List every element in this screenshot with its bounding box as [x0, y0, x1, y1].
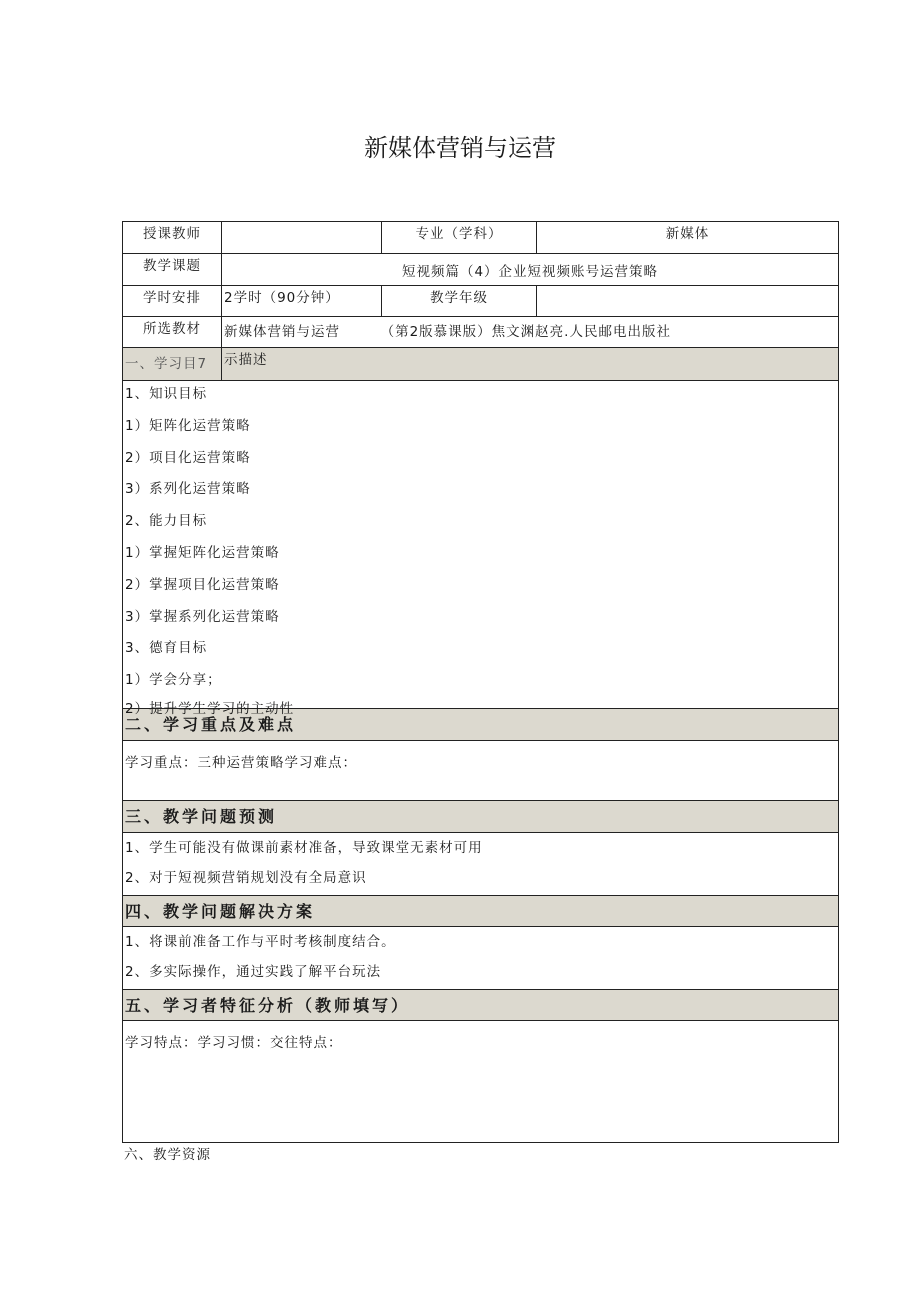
section3-content: [123, 833, 839, 896]
document-title: 新媒体营销与运营: [364, 134, 556, 162]
section4-content-row: [123, 927, 839, 990]
list-item: 3）系列化运营策略: [125, 481, 251, 498]
section1-heading-left: 一、学习目7: [123, 348, 222, 381]
section2-heading-row: [123, 709, 839, 741]
section5-heading-row: [123, 990, 839, 1021]
section3-content-row: [123, 833, 839, 896]
list-item: 1、将课前准备工作与平时考核制度结合。: [125, 934, 396, 950]
row-teacher: [123, 222, 839, 254]
textbook-value: [222, 317, 839, 348]
list-item: 2、对于短视频营销规划没有全局意识: [125, 870, 367, 886]
list-item: 1）学会分享；: [125, 672, 222, 689]
hours-value: 2学时（90分钟）: [222, 286, 382, 317]
hours-label: 学时安排: [123, 286, 222, 317]
list-item: [123, 699, 838, 707]
list-item: 2）项目化运营策略: [125, 449, 251, 466]
list-item: 1、学生可能没有做课前素材准备，导致课堂无素材可用: [125, 840, 483, 856]
textbook-label: 所选教材: [123, 317, 222, 348]
section4-heading-row: [123, 896, 839, 927]
row-textbook: [123, 317, 839, 348]
list-item: 3、德育目标: [125, 640, 208, 657]
teacher-label: 授课教师: [123, 222, 222, 254]
list-item: 2、多实际操作，通过实践了解平台玩法: [125, 964, 382, 980]
section4-content: [123, 927, 839, 990]
section1-heading-row: [123, 348, 839, 381]
list-item: 2、能力目标: [125, 513, 208, 530]
topic-value: 短视频篇（4）企业短视频账号运营策略: [222, 254, 839, 286]
list-item: 1）掌握矩阵化运营策略: [125, 544, 280, 561]
grade-value: [537, 286, 839, 317]
section5-heading: 五、学习者特征分析（教师填写）: [123, 990, 839, 1021]
textbook-detail: （第2版慕课版）焦文渊赵亮.人民邮电出版社: [380, 324, 671, 340]
section1-content-row: [123, 381, 839, 709]
list-item: 2）掌握项目化运营策略: [125, 576, 280, 593]
list-item: 3）掌握系列化运营策略: [125, 608, 280, 625]
major-value: 新媒体: [537, 222, 839, 254]
section5-content-row: [123, 1021, 839, 1143]
grade-label: 教学年级: [382, 286, 537, 317]
section6-heading: 六、教学资源: [124, 1147, 211, 1163]
topic-label: 教学课题: [123, 254, 222, 286]
major-label: 专业（学科）: [382, 222, 537, 254]
textbook-name: 新媒体营销与运营: [224, 324, 340, 340]
section5-content: 学习特点：学习习惯：交往特点：: [123, 1021, 839, 1143]
section3-heading: 三、教学问题预测: [123, 801, 839, 833]
section4-heading: 四、教学问题解决方案: [123, 896, 839, 927]
section2-content-row: [123, 741, 839, 801]
list-item: 1）矩阵化运营策略: [125, 417, 251, 434]
teacher-value: [222, 222, 382, 254]
row-hours: [123, 286, 839, 317]
section3-heading-row: [123, 801, 839, 833]
section2-content: 学习重点：三种运营策略学习难点：: [123, 741, 839, 801]
section1-content: [123, 381, 839, 709]
list-item: 1、知识目标: [125, 386, 208, 402]
lesson-plan-table: [122, 221, 839, 1143]
section1-heading-right: 示描述: [222, 348, 839, 381]
row-topic: [123, 254, 839, 286]
section2-heading: 二、学习重点及难点: [123, 709, 839, 741]
